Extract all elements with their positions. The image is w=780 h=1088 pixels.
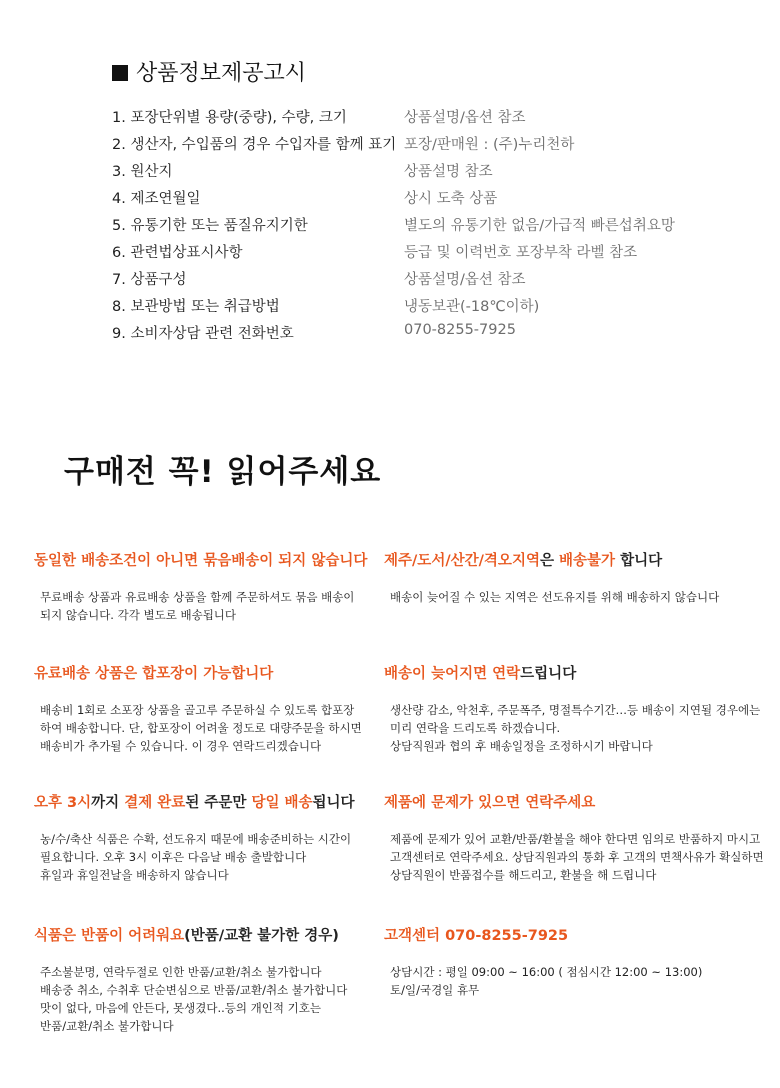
highlight-text: 제품에 문제가 있으면 연락주세요	[384, 795, 596, 811]
info-row	[112, 268, 752, 294]
notice-body-line: 생산량 감소, 악천후, 주문폭주, 명절특수기간…등 배송이 지연될 경우에는	[390, 703, 761, 717]
heading-text: 은	[539, 553, 560, 569]
info-row-value: 상품설명/옵션 참조	[404, 272, 526, 288]
notice-body	[34, 701, 404, 755]
notice-body-line: 되지 않습니다. 각각 별도로 배송됩니다	[40, 608, 237, 622]
info-row	[112, 106, 752, 132]
info-row-label: 4. 제조연월일	[112, 191, 201, 207]
highlight-text: 동일한 배송조건이 아니면 묶음배송이 되지 않습니다	[34, 553, 368, 569]
notice-body-line: 배송이 늦어질 수 있는 지역은 선도유지를 위해 배송하지 않습니다	[390, 590, 720, 604]
highlight-text: 배송불가	[559, 553, 616, 569]
notice-body	[384, 830, 764, 884]
info-row-value: 등급 및 이력번호 포장부착 라벨 참조	[404, 245, 638, 261]
info-row	[112, 322, 752, 348]
notice-body	[34, 588, 404, 624]
notice-body	[384, 588, 754, 606]
notice-body-line: 배송중 취소, 수취후 단순변심으로 반품/교환/취소 불가합니다	[40, 983, 348, 997]
notice-body-line: 상담시간 : 평일 09:00 ~ 16:00 ( 점심시간 12:00 ~ 13:00)	[390, 965, 703, 979]
info-row-value: 냉동보관(-18℃이하)	[404, 299, 540, 315]
info-row-label: 5. 유통기한 또는 품질유지기한	[112, 218, 308, 234]
info-row-label: 7. 상품구성	[112, 272, 187, 288]
info-title-text: 상품정보제공고시	[136, 61, 307, 86]
notice-body	[34, 963, 404, 1035]
info-row-value: 상품설명/옵션 참조	[404, 110, 526, 126]
notice-section	[384, 662, 761, 755]
highlight-text: 결제 완료	[124, 795, 186, 811]
notice-section	[34, 791, 404, 884]
heading-text: 드립니다	[520, 666, 577, 682]
notice-body-line: 반품/교환/취소 불가합니다	[40, 1019, 174, 1033]
info-row-value: 포장/판매원 : (주)누리천하	[404, 137, 575, 153]
heading-text: 까지	[91, 795, 125, 811]
notice-title: 구매전 꼭! 읽어주세요	[64, 454, 382, 490]
notice-heading	[384, 549, 754, 570]
notice-body-line: 배송비가 추가될 수 있습니다. 이 경우 연락드리겠습니다	[40, 739, 322, 753]
info-row-label: 9. 소비자상담 관련 전화번호	[112, 326, 294, 342]
info-row-label: 1. 포장단위별 용량(중량), 수량, 크기	[112, 110, 347, 126]
info-row-label: 8. 보관방법 또는 취급방법	[112, 299, 280, 315]
notice-body-line: 주소불분명, 연락두절로 인한 반품/교환/취소 불가합니다	[40, 965, 322, 979]
notice-section	[34, 924, 404, 1035]
notice-body-line: 상담직원과 협의 후 배송일정을 조정하시기 바랍니다	[390, 739, 653, 753]
notice-body-line: 맛이 없다, 마음에 안든다, 못생겼다..등의 개인적 기호는	[40, 1001, 321, 1015]
highlight-text: 고객센터 070-8255-7925	[384, 928, 569, 944]
notice-body-line: 미리 연락을 드리도록 하겠습니다.	[390, 721, 561, 735]
heading-text: (반품/교환 불가한 경우)	[184, 928, 339, 944]
info-row-label: 3. 원산지	[112, 164, 173, 180]
highlight-text: 제주/도서/산간/격오지역	[384, 553, 540, 569]
notice-heading	[34, 549, 404, 570]
notice-heading	[384, 662, 754, 683]
info-row	[112, 241, 752, 267]
info-row	[112, 133, 752, 159]
highlight-text: 식품은 반품이 어려워요	[34, 928, 185, 944]
notice-body	[34, 830, 404, 884]
notice-heading	[34, 924, 404, 945]
info-row-value: 상시 도축 상품	[404, 191, 498, 207]
notice-body-line: 토/일/국경일 휴무	[390, 983, 480, 997]
notice-section	[384, 791, 764, 884]
info-row-label: 6. 관련법상표시사항	[112, 245, 243, 261]
info-row	[112, 214, 752, 240]
square-bullet-icon	[112, 65, 128, 81]
notice-body-line: 무료배송 상품과 유료배송 상품을 함께 주문하셔도 묶음 배송이	[40, 590, 355, 604]
info-row-value: 별도의 유통기한 없음/가급적 빠른섭취요망	[404, 218, 675, 234]
heading-text: 합니다	[615, 553, 663, 569]
info-title	[112, 56, 306, 87]
highlight-text: 오후 3시	[34, 795, 92, 811]
notice-heading	[384, 791, 754, 812]
info-row	[112, 160, 752, 186]
notice-section	[384, 549, 754, 606]
info-row	[112, 187, 752, 213]
heading-text: 된 주문만	[185, 795, 252, 811]
highlight-text: 배송이 늦어지면 연락	[384, 666, 521, 682]
notice-section	[384, 924, 754, 999]
notice-body-line: 상담직원이 반품접수를 해드리고, 환불을 해 드립니다	[390, 868, 657, 882]
notice-section	[34, 662, 404, 755]
notice-body-line: 필요합니다. 오후 3시 이후은 다음날 배송 출발합니다	[40, 850, 307, 864]
notice-body-line: 제품에 문제가 있어 교환/반품/환불을 해야 한다면 임의로 반품하지 마시고	[390, 832, 761, 846]
notice-body-line: 고객센터로 연락주세요. 상담직원과의 통화 후 고객의 면책사유가 확실하면	[390, 850, 764, 864]
notice-body	[384, 963, 754, 999]
notice-heading	[34, 791, 404, 812]
info-row-label: 2. 생산자, 수입품의 경우 수입자를 함께 표기	[112, 137, 397, 153]
notice-body-line: 하여 배송합니다. 단, 합포장이 어려울 정도로 대량주문을 하시면	[40, 721, 362, 735]
notice-body-line: 농/수/축산 식품은 수확, 선도유지 때문에 배송준비하는 시간이	[40, 832, 352, 846]
heading-text: 됩니다	[312, 795, 355, 811]
info-row-value: 상품설명 참조	[404, 164, 493, 180]
info-row-value: 070-8255-7925	[404, 322, 516, 338]
notice-body-line: 휴일과 휴일전날을 배송하지 않습니다	[40, 868, 229, 882]
notice-section	[34, 549, 404, 624]
notice-heading	[34, 662, 404, 683]
highlight-text: 당일 배송	[251, 795, 313, 811]
notice-heading	[384, 924, 754, 945]
notice-body-line: 배송비 1회로 소포장 상품을 골고루 주문하실 수 있도록 합포장	[40, 703, 355, 717]
notice-body	[384, 701, 761, 755]
highlight-text: 유료배송 상품은 합포장이 가능합니다	[34, 666, 274, 682]
info-row	[112, 295, 752, 321]
